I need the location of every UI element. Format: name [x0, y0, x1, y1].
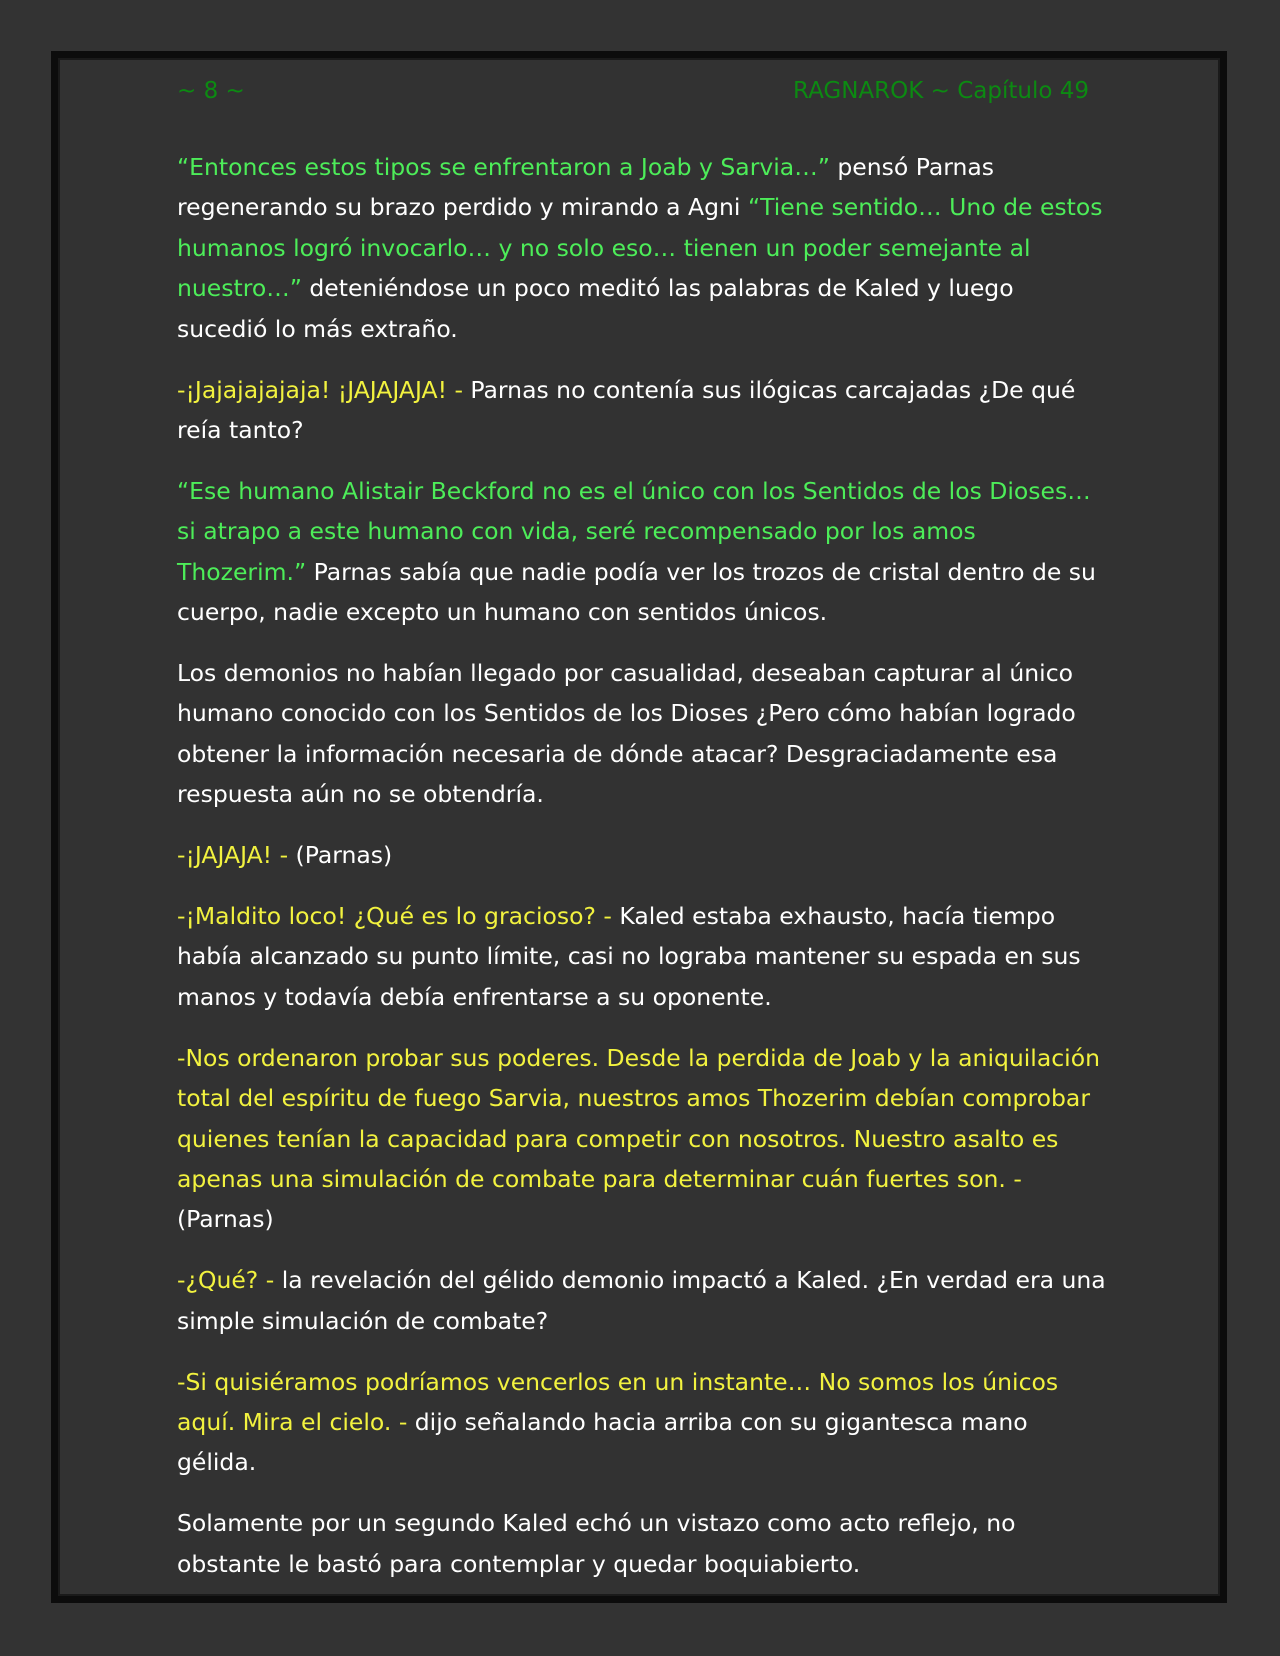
paragraph: [177, 653, 1107, 815]
paragraph: [177, 370, 1107, 451]
dialogue-text: -¡JAJAJA! -: [177, 841, 289, 870]
paragraph: [177, 835, 1107, 875]
dialogue-text: -Nos ordenaron probar sus poderes. Desde la perdida de Joab y la aniquilación total del espíritu de fuego Sarvia, nuestros amos Thozerim debían comprobar quienes tenían la capacidad para competir con nosotros. Nuestro asalto es apenas una simulación de combate para determinar cuán fuertes son. -: [177, 1043, 1100, 1193]
thought-text: “Entonces estos tipos se enfrentaron a Joab y Sarvia…”: [177, 153, 830, 181]
paragraph: [177, 1260, 1107, 1341]
page-number: ~ 8 ~: [177, 78, 245, 104]
narration-text: la revelación del gélido demonio impactó a Kaled. ¿En verdad era una simple simulación de combate?: [177, 1266, 1106, 1335]
narration-text: Parnas sabía que nadie podía ver los trozos de cristal dentro de su cuerpo, nadie excepto un humano con sentidos únicos.: [177, 557, 1096, 627]
paragraph: [177, 147, 1107, 349]
paragraph: [177, 1362, 1107, 1483]
thought-text: “Tiene sentido… Uno de estos humanos logró invocarlo… y no solo eso… tienen un poder semejante al nuestro…”: [177, 193, 1103, 303]
paragraph: [177, 896, 1107, 1017]
dialogue-text: -¿Qué? -: [177, 1266, 275, 1295]
thought-text: “Ese humano Alistair Beckford no es el único con los Sentidos de los Dioses… si atrapo a este humano con vida, seré recompensado por los amos Thozerim.”: [177, 476, 1091, 586]
narration-text: (Parnas): [177, 1205, 274, 1234]
narration-text: Los demonios no habían llegado por casualidad, deseaban capturar al único humano conocido con los Sentidos de los Dioses ¿Pero cómo habían logrado obtener la información necesaria de dónde atacar? Desgraciadamente esa respuesta aún no se obtendría.: [177, 658, 1076, 809]
narration-text: dijo señalando hacia arriba con su gigantesca mano gélida.: [177, 1407, 1028, 1477]
page-header: [177, 78, 1089, 114]
paragraph: [177, 1038, 1107, 1240]
narration-text: pensó Parnas regenerando su brazo perdido y mirando a Agni: [177, 153, 995, 222]
paragraph: [177, 1503, 1107, 1584]
narration-text: Solamente por un segundo Kaled echó un vistazo como acto reflejo, no obstante le bastó para contemplar y quedar boquiabierto.: [177, 1509, 1016, 1578]
dialogue-text: -¡Maldito loco! ¿Qué es lo gracioso? -: [177, 902, 612, 930]
dialogue-text: -Si quisiéramos podríamos vencerlos en un instante… No somos los únicos aquí. Mira el cielo. -: [177, 1367, 1059, 1436]
chapter-title: RAGNAROK ~ Capítulo 49: [793, 78, 1089, 104]
narration-text: deteniéndose un poco meditó las palabras de Kaled y luego sucedió lo más extraño.: [177, 274, 1014, 343]
narration-text: (Parnas): [288, 841, 393, 870]
dialogue-text: -¡Jajajajajaja! ¡JAJAJAJA! -: [177, 375, 463, 404]
story-text: [177, 147, 1107, 1605]
paragraph: [177, 471, 1107, 633]
narration-text: Kaled estaba exhausto, hacía tiempo había alcanzado su punto límite, casi no lograba mantener su espada en sus manos y todavía debía enfrentarse a su oponente.: [177, 902, 1081, 1011]
narration-text: Parnas no contenía sus ilógicas carcajadas ¿De qué reía tanto?: [177, 375, 1076, 444]
